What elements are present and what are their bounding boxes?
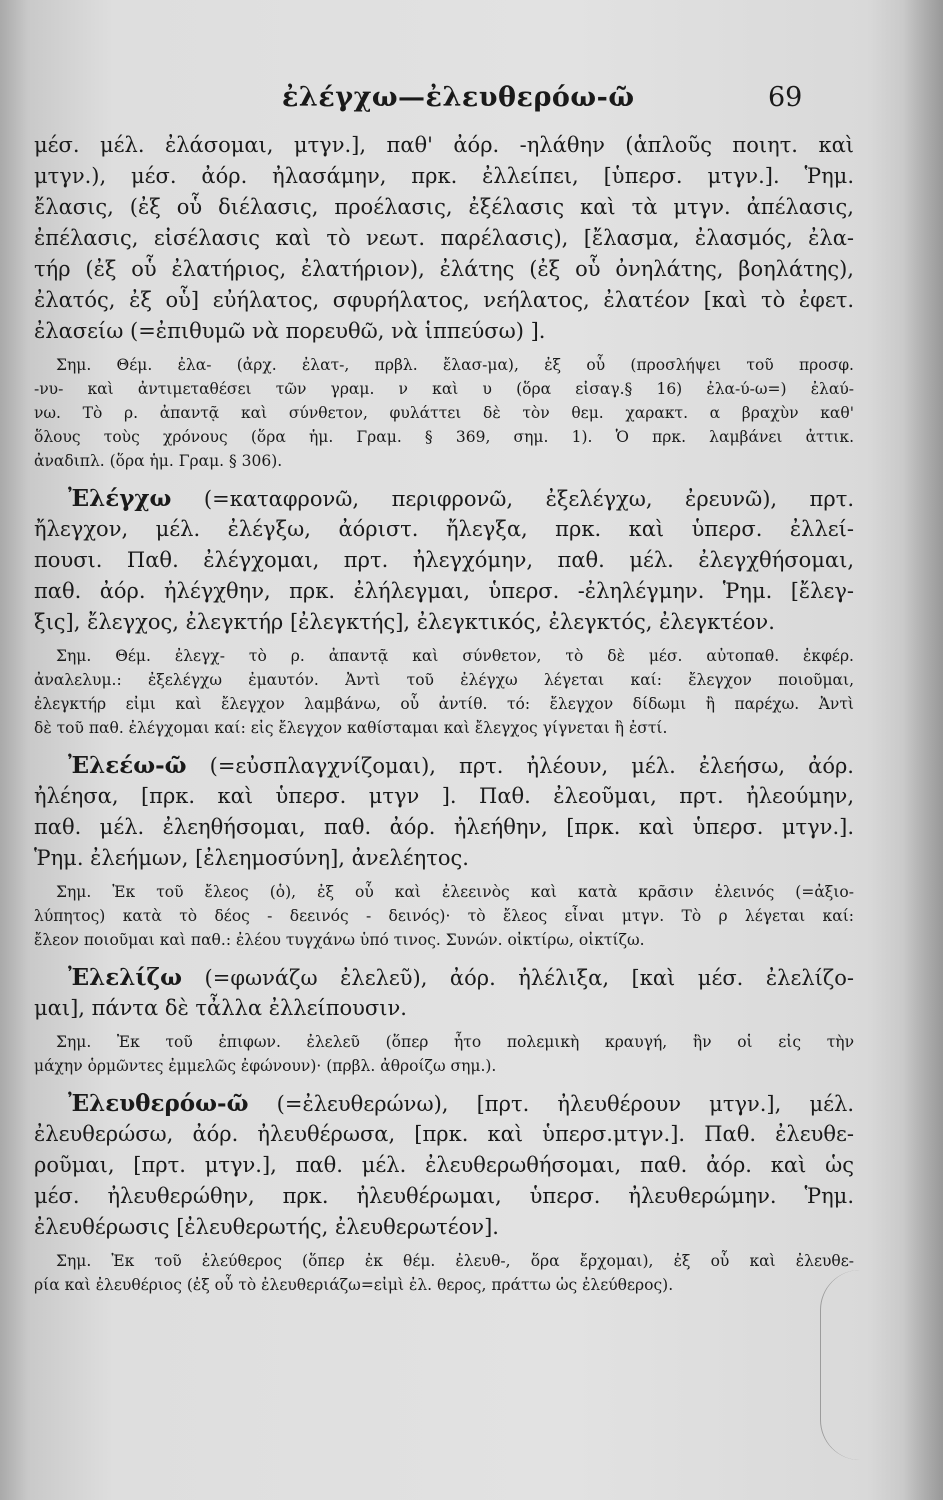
note-line: ρία καὶ ἐλευθέριος (ἐξ οὗ τὸ ἐλευθεριάζω=εἰμὶ ἐλ. θερος, πράττω ὡς ἐλεύθερος). xyxy=(34,1276,674,1294)
note-line: ὅλους τοὺς χρόνους (ὅρα ἡμ. Γραμ. § 369, σημ. 1). Ὁ πρκ. λαμβάνει ἀττικ. xyxy=(34,428,854,446)
text-line: μέσ. μέλ. ἐλάσομαι, μτγν.], παθ' ἀόρ. -ηλάθην (ἁπλοῦς ποιητ. καὶ xyxy=(34,133,854,157)
note-line: -νυ- καὶ ἀντιμεταθέσει τῶν γραμ. ν καὶ υ (ὅρα εἰσαγ.§ 16) ἐλα-ύ-ω=) ἐλαύ- xyxy=(34,380,854,398)
note-line: δὲ τοῦ παθ. ἐλέγχομαι καί: εἰς ἔλεγχον καθίσταμαι καὶ ἔλεγχος γίγνεται ἢ ἐστί. xyxy=(34,719,668,737)
note-line: Σημ. Θέμ. ἐλεγχ- τὸ ρ. ἀπαντᾷ καὶ σύνθετον, τὸ δὲ μέσ. αὐτοπαθ. ἐκφέρ. xyxy=(56,647,854,665)
note-block xyxy=(34,644,854,740)
running-header xyxy=(0,78,943,122)
entry-first-line xyxy=(34,483,854,514)
entry-first-line-text: (=φωνάζω ἐλελεῦ), ἀόρ. ἠλέλιξα, [καὶ μέσ. ἐλελίζο- xyxy=(204,966,854,990)
note-line: Σημ. Ἐκ τοῦ ἐλεύθερος (ὅπερ ἐκ θέμ. ἐλευθ-, ὅρα ἔρχομαι), ἐξ οὗ καὶ ἐλευθε- xyxy=(56,1252,854,1270)
note-line: ἔλεον ποιοῦμαι καὶ παθ.: ἐλέου τυγχάνω ὑπό τινος. Συνών. οἰκτίρω, οἰκτίζω. xyxy=(34,931,645,949)
note-block xyxy=(34,1249,854,1297)
note-line: νω. Τὸ ρ. ἀπαντᾷ καὶ σύνθετον, φυλάττει δὲ τὸν θεμ. χαρακτ. α βραχὺν καθ' xyxy=(34,404,854,422)
entry-headword: Ἐλελίζω xyxy=(68,964,182,991)
entry-headword: Ἐλευθερόω-ῶ xyxy=(68,1090,249,1117)
entry-first-line xyxy=(34,962,854,993)
text-line: Ῥημ. ἐλεήμων, [ἐλεημοσύνη], ἀνελέητος. xyxy=(34,846,469,870)
entry-first-line xyxy=(34,750,854,781)
text-line: μέσ. ἠλευθερώθην, πρκ. ἠλευθέρωμαι, ὑπερσ. ἠλευθερώμην. Ῥημ. xyxy=(34,1184,854,1208)
text-line: ἐπέλασις, εἰσέλασις καὶ τὸ νεωτ. παρέλασις), [ἔλασμα, ἐλασμός, ἐλα- xyxy=(34,226,854,250)
text-line: τήρ (ἐξ οὗ ἐλατήριος, ἐλατήριον), ἐλάτης (ἐξ οὗ ὀνηλάτης, βοηλάτης), xyxy=(34,257,854,281)
text-line: ἔλασις, (ἐξ οὗ διέλασις, προέλασις, ἐξέλασις καὶ τὰ μτγν. ἀπέλασις, xyxy=(34,195,854,219)
dictionary-entry xyxy=(34,1088,854,1243)
dictionary-entry xyxy=(34,483,854,638)
entry-first-line-text: (=καταφρονῶ, περιφρονῶ, ἐξελέγχω, ἐρευνῶ), πρτ. xyxy=(203,487,854,511)
note-line: λύπητος) κατὰ τὸ δέος - δεεινός - δεινός)· τὸ ἔλεος εἶναι μτγν. Τὸ ρ λέγεται καί: xyxy=(34,907,854,925)
entry-headword: Ἐλεέω-ῶ xyxy=(68,752,187,779)
text-line: ἐλευθέρωσις [ἐλευθερωτής, ἐλευθερωτέον]. xyxy=(34,1215,499,1239)
note-line: Σημ. Ἐκ τοῦ ἔλεος (ὁ), ἐξ οὗ καὶ ἐλεεινὸς καὶ κατὰ κρᾶσιν ἐλεινός (=ἀξιο- xyxy=(56,883,854,901)
note-line: μάχην ὁρμῶντες ἐμμελῶς ἐφώνουν)· (πρβλ. ἀθροίζω σημ.). xyxy=(34,1057,497,1075)
text-line: μτγν.), μέσ. ἀόρ. ἠλασάμην, πρκ. ἐλλείπει, [ὑπερσ. μτγν.]. Ῥημ. xyxy=(34,164,854,188)
note-block xyxy=(34,1030,854,1078)
text-line: παθ. μέλ. ἐλεηθήσομαι, παθ. ἀόρ. ἠλεήθην, [πρκ. καὶ ὑπερσ. μτγν.]. xyxy=(34,815,854,839)
entry-headword: Ἐλέγχω xyxy=(68,485,172,512)
entry-first-line xyxy=(34,1088,854,1119)
note-block xyxy=(34,880,854,952)
text-line: ξις], ἔλεγχος, ἐλεγκτήρ [ἐλεγκτής], ἐλεγκτικός, ἐλεγκτός, ἐλεγκτέον. xyxy=(34,610,775,634)
note-line: Σημ. Θέμ. ἐλα- (ἀρχ. ἐλατ-, πρβλ. ἔλασ-μα), ἐξ οὗ (προσλήψει τοῦ προσφ. xyxy=(56,356,854,374)
note-block xyxy=(34,353,854,473)
dictionary-entry xyxy=(34,962,854,1024)
note-line: Σημ. Ἐκ τοῦ ἐπιφων. ἐλελεῦ (ὅπερ ἦτο πολεμικὴ κραυγή, ἣν οἱ εἰς τὴν xyxy=(56,1033,854,1051)
continued-entry-body xyxy=(34,130,854,347)
note-line: ἀναδιπλ. (ὅρα ἡμ. Γραμ. § 306). xyxy=(34,452,283,470)
page-text xyxy=(34,130,854,1297)
text-line: ἠλέησα, [πρκ. καὶ ὑπερσ. μτγν ]. Παθ. ἐλεοῦμαι, πρτ. ἠλεούμην, xyxy=(34,784,854,808)
text-line: πουσι. Παθ. ἐλέγχομαι, πρτ. ἠλεγχόμην, παθ. μέλ. ἐλεγχθήσομαι, xyxy=(34,548,854,572)
page-number: 69 xyxy=(768,82,803,113)
dictionary-entry xyxy=(34,750,854,874)
text-line: ἐλευθερώσω, ἀόρ. ἠλευθέρωσα, [πρκ. καὶ ὑπερσ.μτγν.]. Παθ. ἐλευθε- xyxy=(34,1122,854,1146)
entry-first-line-text: (=εὐσπλαγχνίζομαι), πρτ. ἠλέουν, μέλ. ἐλεήσω, ἀόρ. xyxy=(209,754,854,778)
page-curl-shadow xyxy=(820,1270,891,1460)
running-head-title: ἐλέγχω—ἐλευθερόω-ῶ xyxy=(282,82,635,113)
text-line: ροῦμαι, [πρτ. μτγν.], παθ. μέλ. ἐλευθερωθήσομαι, παθ. ἀόρ. καὶ ὡς xyxy=(34,1153,854,1177)
text-line: ἤλεγχον, μέλ. ἐλέγξω, ἀόριστ. ἤλεγξα, πρκ. καὶ ὑπερσ. ἐλλεί- xyxy=(34,517,854,541)
text-line: μαι], πάντα δὲ τἆλλα ἐλλείπουσιν. xyxy=(34,996,407,1020)
text-line: ἐλατός, ἐξ οὗ] εὐήλατος, σφυρήλατος, νεήλατος, ἐλατέον [καὶ τὸ ἐφετ. xyxy=(34,288,854,312)
text-line: ἐλασείω (=ἐπιθυμῶ νὰ πορευθῶ, νὰ ἱππεύσω) ]. xyxy=(34,319,546,343)
entry-first-line-text: (=ἐλευθερώνω), [πρτ. ἠλευθέρουν μτγν.], μέλ. xyxy=(276,1092,854,1116)
note-line: ἐλεγκτήρ εἰμι καὶ ἔλεγχον λαμβάνω, οὗ ἀντίθ. τό: ἔλεγχον δίδωμι ἢ παρέχω. Ἀντὶ xyxy=(34,695,854,713)
text-line: παθ. ἀόρ. ἠλέγχθην, πρκ. ἐλήλεγμαι, ὑπερσ. -ἐληλέγμην. Ῥημ. [ἔλεγ- xyxy=(34,579,854,603)
note-line: ἀναλελυμ.: ἐξελέγχω ἐμαυτόν. Ἀντὶ τοῦ ἐλέγχω λέγεται καί: ἔλεγχον ποιοῦμαι, xyxy=(34,671,854,689)
